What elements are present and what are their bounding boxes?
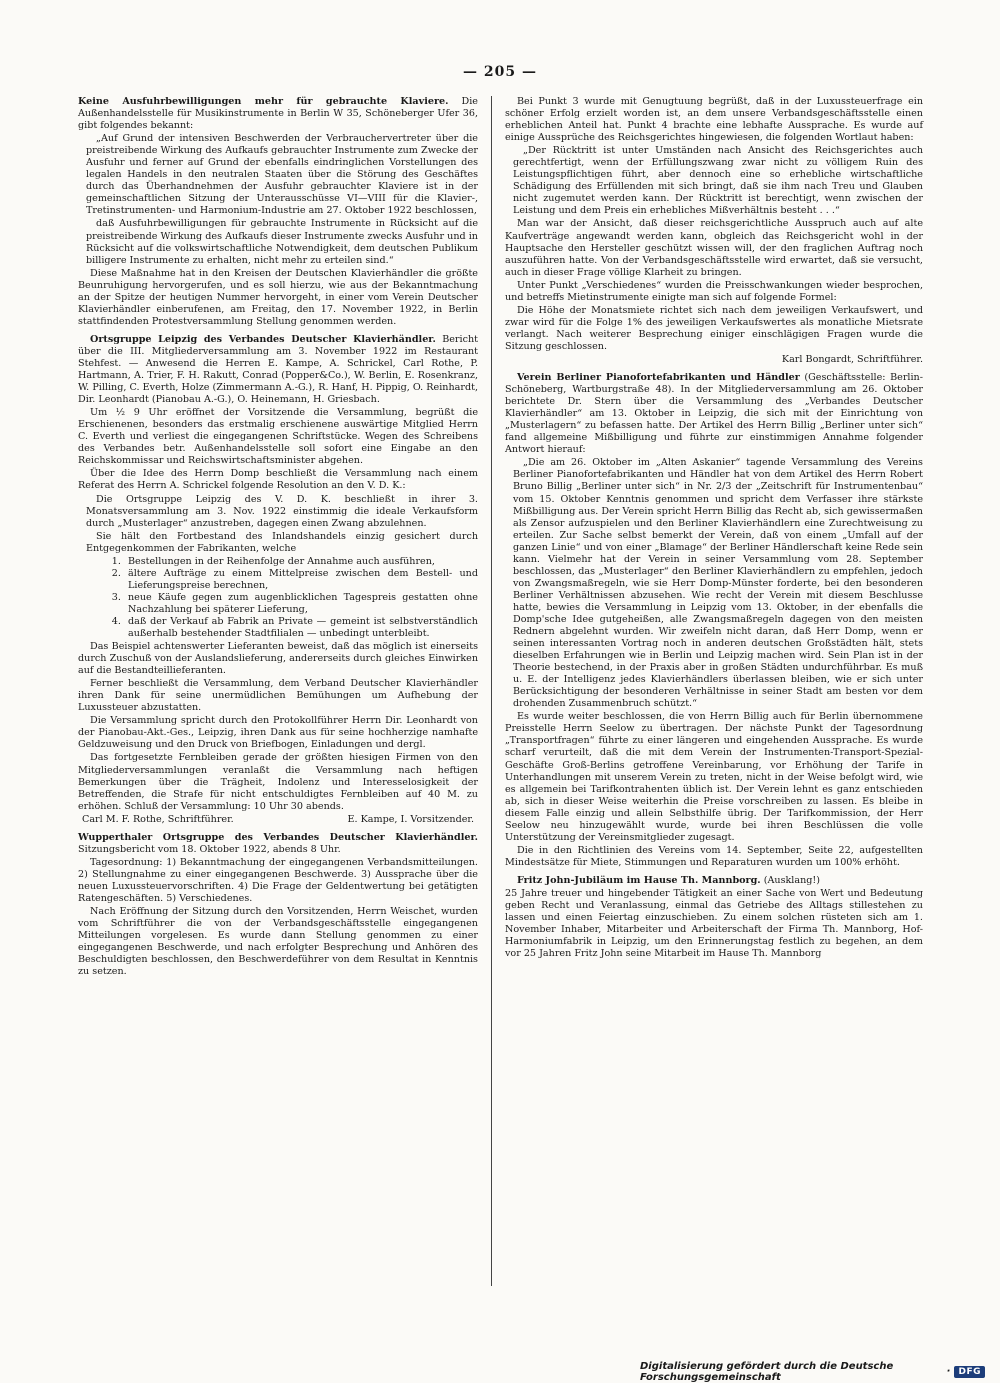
- paragraph: Die Höhe der Monatsmiete richtet sich nach dem jeweiligen Verkaufswert, und zwar wird für die Folge 1% des jeweiligen Verkaufswertes als monatliche Mietsrate verlangt. Nach weiterer Besprechung einiger einschlägigen Fragen wurde die Sitzung geschlossen.: [505, 304, 923, 352]
- resolution: Sie hält den Fortbestand des Inlandshandels einzig gesichert durch Entgegenkommen der Fabrikanten, welche: [86, 530, 478, 554]
- paragraph: Über die Idee des Herrn Domp beschließt die Versammlung nach einem Referat des Herrn A. Schrickel folgende Resolution an den V. D. K.:: [78, 468, 478, 492]
- article-intro: (Geschäftsstelle: Berlin-Schöneberg, Wartburgstraße 48). In der Mitgliederversammlung am 26. Oktober berichtete Dr. Stern über die Versammlung des „Verbandes Deutscher Klavierhändler“ am 13. Oktober in Leipzig, die sich mit der Einrichtung von „Musterlagern“ zu befassen hatte. Der Artikel des Herrn Billig „Berliner unter sich“ fand allgemeine Mißbilligung und führte zur einstimmigen Annahme folgender Antwort hierauf:: [505, 372, 923, 456]
- paragraph: Es wurde weiter beschlossen, die von Herrn Billig auch für Berlin übernommene Preisstelle Herrn Seelow zu übertragen. Der nächste Punkt der Tagesordnung „Transportfragen“ führte zu einer längeren und eingehenden Aussprache. Es wurde scharf verurteilt, daß die mit dem Verein der Instrumenten-Transport-Spezial-Geschäfte Groß-Berlins getroffene Vereinbarung, vor Erhöhung der Tarife in Unterhandlungen mit unserem Verein zu treten, nicht in der Weise befolgt wird, wie es allgemein bei Tarifkontrahenten üblich ist. Der Verein lehnt es ganz entschieden ab, sich in dieser Weise weiterhin die Preise vorschreiben zu lassen. Es bleibe in diesem Falle einzig und allein Selbsthilfe übrig. Der Tarifkommission, der Herr Seelow neu hinzugewählt wurde, wurde bei ihren Beschlüssen die volle Unterstützung der Vereinsmitglieder zugesagt.: [505, 711, 923, 843]
- paragraph: Man war der Ansicht, daß dieser reichsgerichtliche Ausspruch auch auf alte Kaufverträge angewandt werden kann, obgleich das Reichsgericht wohl in der Hauptsache den Hersteller geschützt wissen will, der den fraglichen Auftrag noch auszuführen hatte. Von der Verbandsgeschäftsstelle wird erwartet, daß sie versucht, auch in dieser Frage völlige Klarheit zu bringen.: [505, 218, 923, 278]
- signature-chair: E. Kampe, I. Vorsitzender.: [347, 813, 474, 825]
- signature-bongardt: Karl Bongardt, Schriftführer.: [781, 353, 923, 365]
- paragraph: Diese Maßnahme hat in den Kreisen der Deutschen Klavierhändler die größte Beunruhigung hervorgerufen, und es soll hierzu, wie aus der Bekanntmachung an der Spitze der heutigen Nummer hervorgeht, in einer vom Verein Deutscher Klavierhändler einberufenen, am Freitag, den 17. November 1922, in Berlin stattfindenden Protestversammlung Stellung genommen werden.: [78, 267, 478, 327]
- signature-secretary: Carl M. F. Rothe, Schriftführer.: [82, 813, 234, 825]
- page-number: — 205 —: [463, 64, 537, 80]
- article-heading: Fritz John-Jubiläum im Hause Th. Mannborg.: [517, 874, 761, 886]
- article-jubilaeum: [505, 875, 923, 887]
- right-column: [505, 96, 923, 961]
- paragraph: Das Beispiel achtenswerter Lieferanten beweist, daß das möglich ist einerseits durch Zuschuß von der Auslandslieferung, andererseits durch gleiches Einwirken auf die Bestandteillieferanten.: [78, 641, 478, 677]
- quote: daß Ausfuhrbewilligungen für gebrauchte Instrumente in Rücksicht auf die preistreibende Wirkung des Aufkaufs dieser Instrumente zwecks Ausfuhr und in Rücksicht auf die volkswirtschaftliche Notwendigkeit, dem deutschen Publikum billigere Instrumente zu erhalten, nicht mehr zu erteilen sind.“: [86, 218, 478, 266]
- article-heading: Wupperthaler Ortsgruppe des Verbandes Deutscher Klavierhändler.: [78, 831, 478, 843]
- list-item: 2. ältere Aufträge zu einem Mittelpreise zwischen dem Bestell- und Lieferungspreise berechnen,: [124, 568, 478, 592]
- article-intro: Bericht über die III. Mitgliederversammlung am 3. November 1922 im Restaurant Stehfest. — Anwesend die Herren E. Kampe, A. Schrickel, Carl Rothe, P. Hartmann, A. Trier, F. H. Rakutt, Conrad (Popper&Co.), W. Berlin, E. Rosenkranz, W. Pilling, C. Everth, Holze (Zimmermann A.-G.), R. Hanf, H. Pippig, O. Reinhardt, Dir. Leonhardt (Pianobau A.-G.), O. Heinemann, H. Griesbach.: [78, 333, 478, 406]
- column-divider: [491, 96, 492, 1286]
- paragraph: Um ½ 9 Uhr eröffnet der Vorsitzende die Versammlung, begrüßt die Erschienenen, besonders das erstmalig erschienene auswärtige Mitglied Herrn C. Everth und verliest die eingegangenen Schriftstücke. Wegen des Schreibens des Verbandes betr. Außenhandelsstelle soll sofort eine Eingabe an den Reichskommissar und Reichswirtschaftsminister abgehen.: [78, 407, 478, 467]
- quote: „Der Rücktritt ist unter Umständen nach Ansicht des Reichsgerichtes auch gerechtfertigt, wenn der Erfüllungszwang zwar nicht zu völligem Ruin des Leistungspflichtigen führt, aber dennoch eine so erhebliche wirtschaftliche Schädigung des Erfüllenden mit sich bringt, daß sie ihm nach Treu und Glauben nicht zugemutet werden kann. Der Rücktritt ist berechtigt, wenn zwischen der Leistung und dem Preis ein erhebliches Mißverhältnis besteht . . .“: [513, 145, 923, 217]
- dfg-logo-icon: DFG: [954, 1366, 985, 1378]
- paragraph: Tagesordnung: 1) Bekanntmachung der eingegangenen Verbandsmitteilungen. 2) Stellungnahme zu einer eingegangenen Beschwerde. 3) Aussprache über die neuen Luxussteuervorschriften. 4) Die Frage der Geldentwertung bei getätigten Ratengeschäften. 5) Verschiedenes.: [78, 856, 478, 904]
- paragraph: Die in den Richtlinien des Vereins vom 14. September, Seite 22, aufgestellten Mindestsätze für Miete, Stimmungen und Reparaturen wurden um 100% erhöht.: [505, 844, 923, 868]
- footer-dot: ·: [946, 1366, 951, 1377]
- article-berlin: [505, 372, 923, 456]
- article-heading: Ortsgruppe Leipzig des Verbandes Deutscher Klavierhändler.: [90, 333, 436, 345]
- funding-footer: [640, 1360, 985, 1383]
- paragraph: Bei Punkt 3 wurde mit Genugtuung begrüßt, daß in der Luxussteuerfrage ein schöner Erfolg erzielt worden ist, an dem unsere Verbandsgeschäftsstelle einen erheblichen Anteil hat. Punkt 4 brachte eine lebhafte Aussprache. Es wurde auf einige Aussprüche des Reichsgerichtes hingewiesen, die folgenden Wortlaut haben:: [505, 96, 923, 144]
- article-ausfuhr: [78, 96, 478, 132]
- article-intro: Die Außenhandelsstelle für Musikinstrumente in Berlin W 35, Schöneberger Ufer 36, gibt folgendes bekannt:: [78, 96, 478, 132]
- article-heading: Verein Berliner Pianofortefabrikanten und Händler: [517, 372, 800, 384]
- list-item: 3. neue Käufe gegen zum augenblicklichen Tagespreis gestatten ohne Nachzahlung bei späterer Lieferung,: [124, 592, 478, 616]
- paragraph: Das fortgesetzte Fernbleiben gerade der größten hiesigen Firmen von den Mitgliederversammlungen veranlaßt die Versammlung nach heftigen Bemerkungen über die Trägheit, Indolenz und Interesselosigkeit der Betreffenden, die Strafe für nicht entschuldigtes Fernbleiben auf 40 M. zu erhöhen. Schluß der Versammlung: 10 Uhr 30 abends.: [78, 752, 478, 812]
- resolution-list: [78, 556, 478, 640]
- paragraph: Ferner beschließt die Versammlung, dem Verband Deutscher Klavierhändler ihren Dank für seine unermüdlichen Bemühungen um Aufhebung der Luxussteuer abzustatten.: [78, 678, 478, 714]
- article-tag: (Ausklang!): [763, 874, 821, 886]
- paragraph: Nach Eröffnung der Sitzung durch den Vorsitzenden, Herrn Weischet, wurden vom Schriftführer die von der Verbandsgeschäftsstelle eingegangenen Mitteilungen vorgelesen. Es wurde dann Stellung genommen zu einer eingegangenen Beschwerde, und nach erfolgter Besprechung und Anhören des Beschuldigten beschlossen, den Beschwerdeführer von dem Resultat in Kenntnis zu setzen.: [78, 906, 478, 978]
- paragraph: Unter Punkt „Verschiedenes“ wurden die Preisschwankungen wieder besprochen, und betreffs Mietinstrumente einigte man sich auf folgende Formel:: [505, 279, 923, 303]
- article-intro: Sitzungsbericht vom 18. Oktober 1922, abends 8 Uhr.: [78, 843, 341, 855]
- quote: „Auf Grund der intensiven Beschwerden der Verbrauchervertreter über die preistreibende Wirkung des Aufkaufs gebrauchter Instrumente zum Zwecke der Ausfuhr und ferner auf Grund der ebenfalls eindringlichen Vorstellungen des legalen Handels in den neutralen Staaten über die Störung des Geschäftes durch das Überhandnehmen der Ausfuhr gebrauchter Klaviere ist in der gemeinschaftlichen Sitzung der Unterausschüsse VI—VIII für die Klavier-, Tretinstrumenten- und Harmonium-Industrie am 27. Oktober 1922 beschlossen,: [86, 133, 478, 217]
- paragraph: Die Versammlung spricht durch den Protokollführer Herrn Dir. Leonhardt von der Pianobau-Akt.-Ges., Leipzig, ihren Dank aus für seine hochherzige namhafte Geldzuweisung und den Druck von Briefbogen, Einladungen und dergl.: [78, 715, 478, 751]
- left-column: [78, 96, 478, 979]
- resolution: Die Ortsgruppe Leipzig des V. D. K. beschließt in ihrer 3. Monatsversammlung am 3. Nov. 1922 einstimmig die ideale Verkaufsform durch „Musterlager“ anzustreben, dagegen einen Zwang abzulehnen.: [86, 493, 478, 529]
- paragraph: 25 Jahre treuer und hingebender Tätigkeit an einer Sache von Wert und Bedeutung geben Recht und Veranlassung, einmal das Getriebe des Alltags stillestehen zu lassen und einen Feiertag einzuschieben. Zu einem solchen rüsteten sich am 1. November Inhaber, Mitarbeiter und Arbeiterschaft der Firma Th. Mannborg, Hof-Harmoniumfabrik in Leipzig, um den Erinnerungstag festlich zu begehen, an dem vor 25 Jahren Fritz John seine Mitarbeit im Hause Th. Mannborg: [505, 888, 923, 960]
- article-heading: Keine Ausfuhrbewilligungen mehr für gebrauchte Klaviere.: [78, 96, 449, 107]
- quote: „Die am 26. Oktober im „Alten Askanier“ tagende Versammlung des Vereins Berliner Pianofortefabrikanten und Händler hat von dem Artikel des Herrn Robert Bruno Billig „Berliner unter sich“ in Nr. 2/3 der „Zeitschrift für Instrumentenbau“ vom 15. Oktober Kenntnis genommen und spricht dem Verfasser ihre stärkste Mißbilligung aus. Der Verein spricht Herrn Billig das Recht ab, sich gewissermaßen als Zensor aufzuspielen und den Berliner Klavierhändlern eine Zurechtweisung zu erteilen. Zur Sache selbst bemerkt der Verein, daß von einem „Umfall auf der ganzen Linie“ und von einer „Blamage“ der Berliner Händlerschaft keine Rede sein kann. Vielmehr hat der Verein in seiner Versammlung vom 28. September beschlossen, das „Musterlager“ den Berliner Klavierhändlern zu empfehlen, jedoch von Zwangsmaßregeln, wie sie Herr Domp-Münster forderte, bei den besonderen Berliner Verhältnissen abzusehen. Wie recht der Verein mit diesem Beschlusse hatte, bewies die Versammlung in Leipzig vom 13. Oktober, in der ebenfalls die Domp'sche Idee gutgeheißen, alle Zwangsmaßregeln dagegen von den meisten Rednern abgelehnt wurden. Wir zweifeln nicht daran, daß Herr Domp, wenn er seinen interessanten Vortrag noch in anderen deutschen Großstädten hält, stets dieselben Erfahrungen wie in Berlin und Leipzig machen wird. Sein Plan ist in der Theorie bestechend, in der Praxis aber in großen Städten undurchführbar. Es muß u. E. der Intelligenz jedes Klavierhändlers überlassen bleiben, wie er sich unter Berücksichtigung der besonderen Verhältnisse in seiner Stadt am besten vor dem drohenden Zusammenbruch schützt.“: [513, 457, 923, 710]
- list-item: 4. daß der Verkauf ab Fabrik an Private — gemeint ist selbstverständlich außerhalb bestehender Stadtfilialen — unbedingt unterbleibt.: [124, 616, 478, 640]
- article-wupperthal: [78, 832, 478, 856]
- footer-text: Digitalisierung gefördert durch die Deutsche Forschungsgemeinschaft: [640, 1360, 894, 1383]
- article-leipzig: [78, 334, 478, 406]
- signature-line: [78, 814, 478, 826]
- list-item: 1. Bestellungen in der Reihenfolge der Annahme auch ausführen,: [124, 556, 478, 568]
